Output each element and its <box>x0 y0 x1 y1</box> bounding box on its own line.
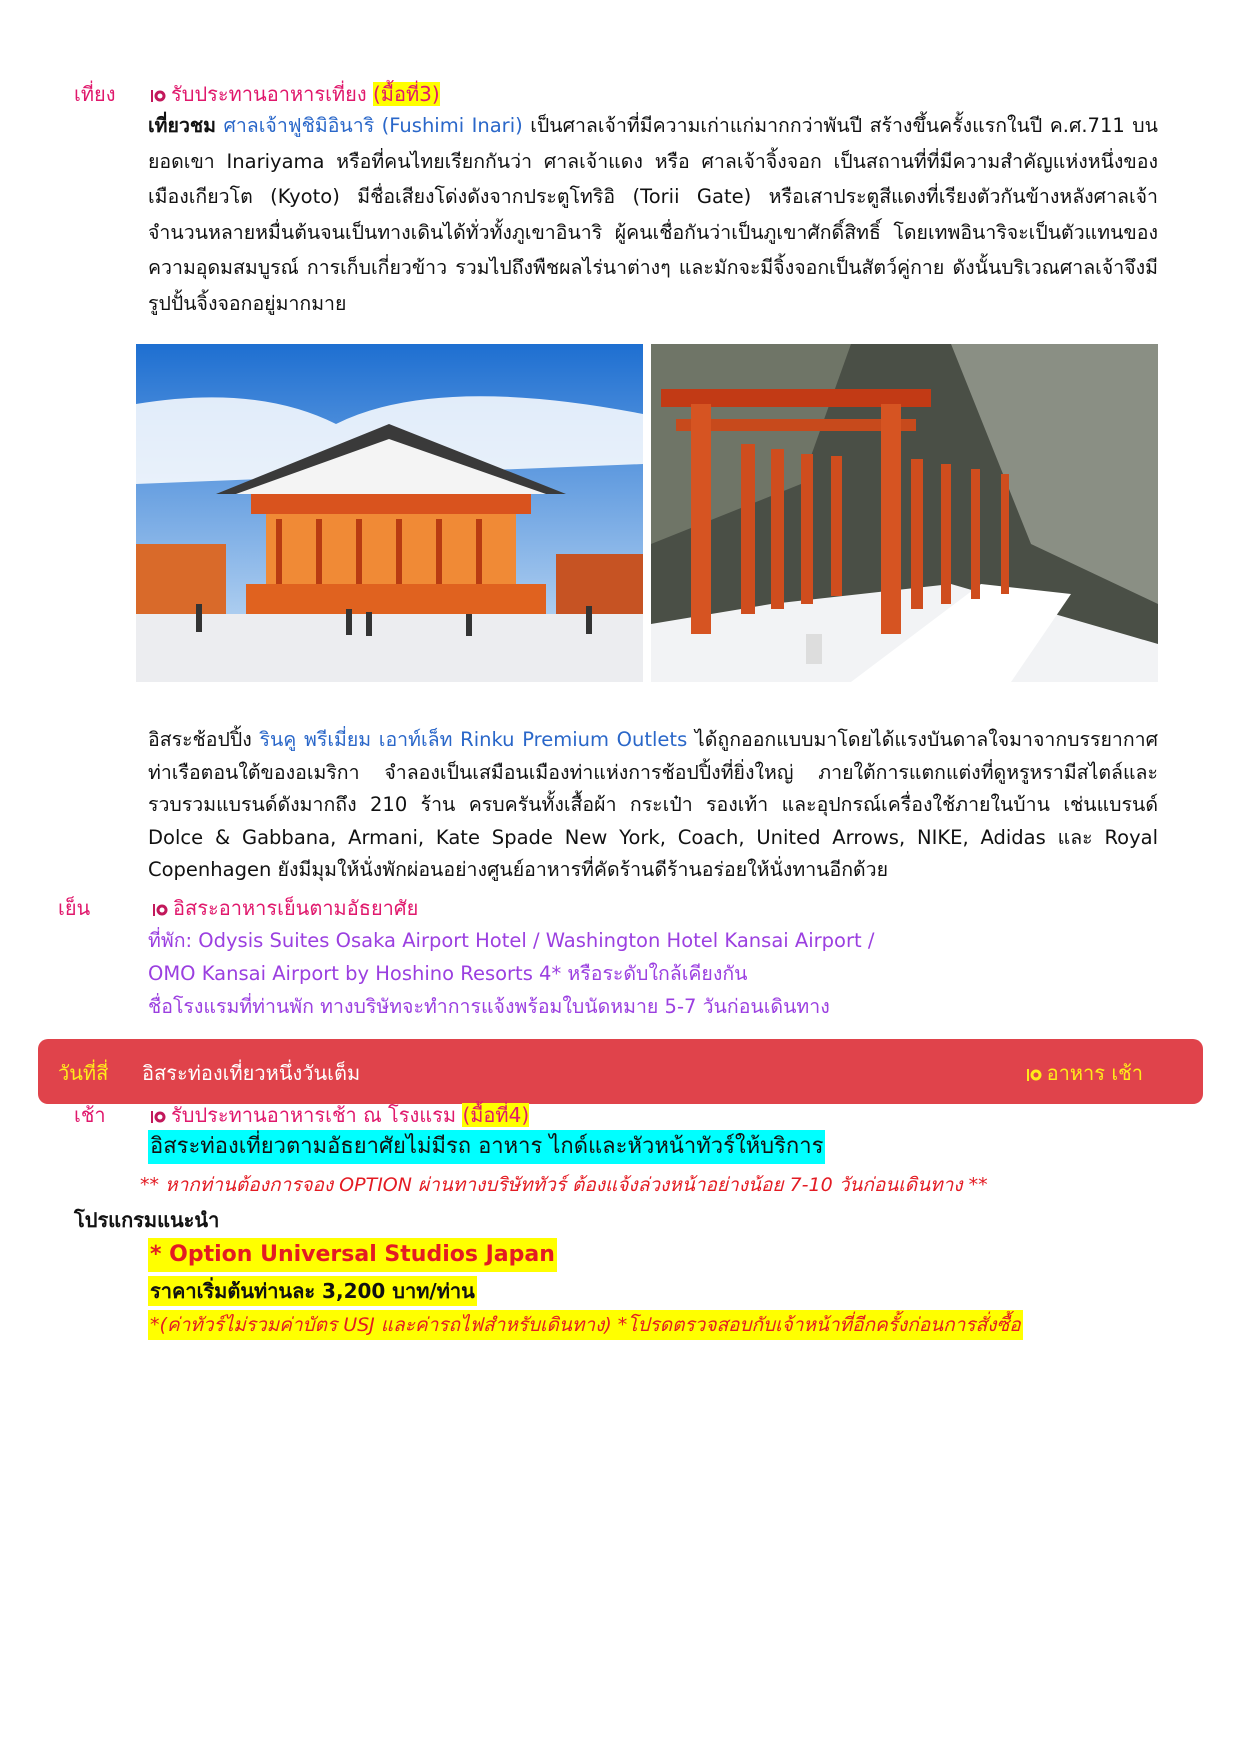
usj-note: *(ค่าทัวร์ไม่รวมค่าบัตร USJ และค่ารถไฟสำหรับเดินทาง) *โปรดตรวจสอบกับเจ้าหน้าที่อีกครั้งก่อนการสั่งซื้อ <box>148 1310 1023 1340</box>
plate-cutlery-icon <box>150 1110 168 1124</box>
usj-price: ราคาเริ่มต้นท่านละ 3,200 บาท/ท่าน <box>148 1276 477 1306</box>
dinner-meal-text: อิสระอาหารเย็นตามอัธยาศัย <box>173 896 419 920</box>
rinku-paragraph <box>148 724 1158 887</box>
fushimi-name: ศาลเจ้าฟูชิมิอินาริ (Fushimi Inari) <box>223 114 523 137</box>
hotel-line-2: OMO Kansai Airport by Hoshino Resorts 4* หรือระดับใกล้เคียงกัน <box>148 962 748 985</box>
plate-cutlery-icon <box>150 89 168 103</box>
fushimi-lead: เที่ยวชม <box>148 114 216 137</box>
plate-cutlery-icon <box>1026 1068 1044 1082</box>
recommend-heading: โปรแกรมแนะนำ <box>74 1208 220 1232</box>
breakfast-label: เช้า <box>74 1103 106 1127</box>
hotel-block <box>148 924 1158 1023</box>
torii-gates-snow-photo <box>651 344 1158 682</box>
plate-cutlery-icon <box>152 903 170 917</box>
breakfast-meal-line <box>150 1099 529 1131</box>
fushimi-body: เป็นศาลเจ้าที่มีความเก่าแก่มากกว่าพันปี สร้างขึ้นครั้งแรกในปี ค.ศ.711 บนยอดเขา Inariyama หรือที่คนไทยเรียกกันว่า ศาลเจ้าแดง หรือ ศาลเจ้าจิ้งจอก เป็นสถานที่ที่มีความสำคัญแห่งหนึ่งของเมืองเกียวโต (Kyoto) มีชื่อเสียงโด่งดังจากประตูโทริอิ (Torii Gate) หรือเสาประตูสีแดงที่เรียงตัวกันข้างหลังศาลเจ้าจำนวนหลายหมื่นต้นจนเป็นทางเดินได้ทั่วทั้งภูเขาอินาริ ผู้คนเชื่อกันว่าเป็นภูเขาศักดิ์สิทธิ์ โดยเทพอินาริจะเป็นตัวแทนของความอุดมสมบูรณ์ การเก็บเกี่ยวข้าว รวมไปถึงพืชผลไร่นาต่างๆ และมักจะมีจิ้งจอกเป็นสัตว์คู่กาย ดังนั้นบริเวณศาลเจ้าจึงมีรูปปั้นจิ้งจอกอยู่มากมาย <box>148 114 1158 315</box>
day-meals <box>1026 1057 1143 1089</box>
hotel-line-3: ชื่อโรงแรมที่ท่านพัก ทางบริษัทจะทำการแจ้งพร้อมใบนัดหมาย 5-7 วันก่อนเดินทาง <box>148 995 830 1018</box>
dinner-meal-line <box>152 892 418 924</box>
lunch-meal-line <box>150 78 440 110</box>
lunch-label: เที่ยง <box>74 82 116 106</box>
breakfast-meal-count: (มื้อที่4) <box>462 1103 530 1127</box>
rinku-body: ได้ถูกออกแบบมาโดยได้แรงบันดาลใจมาจากบรรยากาศท่าเรือตอนใต้ของอเมริกา จำลองเป็นเสมือนเมืองท่าแห่งการช้อปปิ้งที่ยิ่งใหญ่ ภายใต้การแตกแต่งที่ดูหรูหรามีสไตล์และรวบรวมแบรนด์ดังมากถึง 210 ร้าน ครบครันทั้งเสื้อผ้า กระเป๋า รองเท้า และอุปกรณ์เครื่องใช้ภายในบ้าน เช่นแบรนด์ Dolce & Gabbana, Armani, Kate Spade New York, Coach, United Arrows, NIKE, Adidas และ Royal Copenhagen ยังมีมุมให้นั่งพักผ่อนอย่างศูนย์อาหารที่คัดร้านดีร้านอร่อยให้นั่งทานอีกด้วย <box>148 728 1158 881</box>
day-meals-text: อาหาร เช้า <box>1046 1061 1143 1085</box>
day-header-bar <box>38 1039 1203 1104</box>
usj-option-title: * Option Universal Studios Japan <box>148 1238 557 1272</box>
hotel-line-1: ที่พัก: Odysis Suites Osaka Airport Hotel / Washington Hotel Kansai Airport / <box>148 929 875 952</box>
rinku-name: รินคู พรีเมี่ยม เอาท์เล็ท Rinku Premium Outlets <box>259 728 688 751</box>
free-day-notice: อิสระท่องเที่ยวตามอัธยาศัยไม่มีรถ อาหาร ไกด์และหัวหน้าทัวร์ให้บริการ <box>148 1130 825 1164</box>
lunch-meal-count: (มื้อที่3) <box>372 82 440 106</box>
dinner-label: เย็น <box>58 896 91 920</box>
option-booking-note: ** หากท่านต้องการจอง OPTION ผ่านทางบริษัททัวร์ ต้องแจ้งล่วงหน้าอย่างน้อย 7-10 วันก่อนเดินทาง ** <box>140 1174 988 1196</box>
day-number: วันที่สี่ <box>58 1061 109 1085</box>
breakfast-meal-text: รับประทานอาหารเช้า ณ โรงแรม <box>171 1103 457 1127</box>
day-title: อิสระท่องเที่ยวหนึ่งวันเต็ม <box>142 1061 361 1085</box>
fushimi-shrine-photo <box>136 344 643 682</box>
lunch-meal-text: รับประทานอาหารเที่ยง <box>171 82 367 106</box>
rinku-lead: อิสระช้อปปิ้ง <box>148 728 260 751</box>
fushimi-paragraph <box>148 108 1158 321</box>
